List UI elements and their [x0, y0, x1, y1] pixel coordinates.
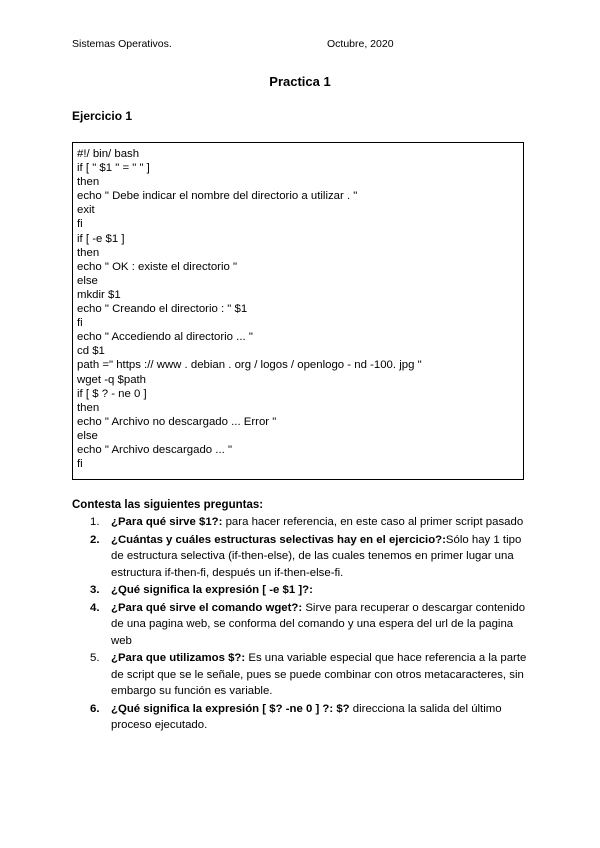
question-number: 1. — [90, 516, 100, 528]
question-text: ¿Para qué sirve el comando wget?: — [111, 601, 303, 614]
code-line: echo " OK : existe el directorio " — [77, 260, 238, 273]
answer-text: Sirve para recuperar o descargar contenido de una pagina web, se conforma del comando y una espera del url de la pagina web — [111, 601, 526, 647]
code-line: fi — [77, 317, 83, 330]
question-number: 6. — [90, 702, 100, 715]
question-text: ¿Qué significa la expresión [ $? -ne 0 ] ?: $? — [111, 702, 350, 715]
question-item — [90, 650, 530, 700]
answer-text: direcciona la salida del último proceso ejecutado. — [111, 702, 502, 731]
code-line: else — [77, 429, 98, 442]
question-number: 4. — [90, 601, 100, 614]
code-line: echo " Debe indicar el nombre del directorio a utilizar . " — [77, 190, 358, 203]
code-line: if [ $ ? - ne 0 ] — [77, 387, 147, 400]
code-line: mkdir $1 — [77, 288, 121, 301]
question-item — [90, 582, 530, 599]
question-number: 2. — [90, 533, 100, 546]
code-line: echo " Accediendo al directorio ... " — [77, 331, 253, 344]
page-title: Practica 1 — [269, 74, 331, 89]
questions-heading: Contesta las siguientes preguntas: — [72, 499, 264, 511]
code-line: cd $1 — [77, 345, 105, 358]
code-line: echo " Creando el directorio : " $1 — [77, 303, 248, 316]
answer-text: para hacer referencia, en este caso al primer script pasado — [222, 516, 524, 528]
code-line: echo " Archivo no descargado ... Error " — [77, 415, 277, 428]
question-text: ¿Qué significa la expresión [ -e $1 ]?: — [111, 584, 313, 596]
code-line: #!/ bin/ bash — [77, 148, 140, 160]
code-line: if [ -e $1 ] — [77, 232, 125, 245]
header-course: Sistemas Operativos. — [72, 38, 172, 50]
code-line: if [ " $1 " = " " ] — [77, 162, 150, 175]
code-line: then — [77, 176, 100, 189]
question-item — [90, 600, 530, 650]
header-date: Octubre, 2020 — [327, 38, 394, 50]
code-line: then — [77, 401, 100, 414]
code-line: path =" https :// www . debian . org / logos / openlogo - nd -100. jpg " — [77, 359, 422, 372]
question-text: ¿Para que utilizamos $?: — [111, 652, 246, 664]
answer-text: Sólo hay 1 tipo de estructura selectiva (if-then-else), de las cuales tenemos en primer lugar una estructura if-then-fi, después un if-then-else-fi. — [111, 533, 522, 579]
code-line: wget -q $path — [77, 373, 147, 386]
question-item — [90, 514, 530, 531]
answer-text: Es una variable especial que hace referencia a la parte de script que se le señale, pues se puede combinar con otros metacaracteres, sin embargo su función es variable. — [111, 652, 527, 697]
question-number: 5. — [90, 652, 100, 664]
code-line: fi — [77, 218, 83, 231]
question-text: ¿Cuántas y cuáles estructuras selectivas hay en el ejercicio?: — [111, 533, 446, 546]
question-text: ¿Para qué sirve $1?: — [111, 516, 223, 528]
question-number: 3. — [90, 584, 100, 596]
question-item — [90, 701, 530, 734]
code-line: exit — [77, 204, 95, 217]
questions-list — [90, 514, 530, 735]
exercise-heading: Ejercicio 1 — [72, 109, 133, 123]
code-line: else — [77, 274, 98, 287]
code-line: echo " Archivo descargado ... " — [77, 443, 232, 456]
question-item — [90, 532, 530, 582]
code-line: fi — [77, 458, 83, 471]
code-box — [72, 142, 524, 480]
code-line: then — [77, 246, 100, 259]
